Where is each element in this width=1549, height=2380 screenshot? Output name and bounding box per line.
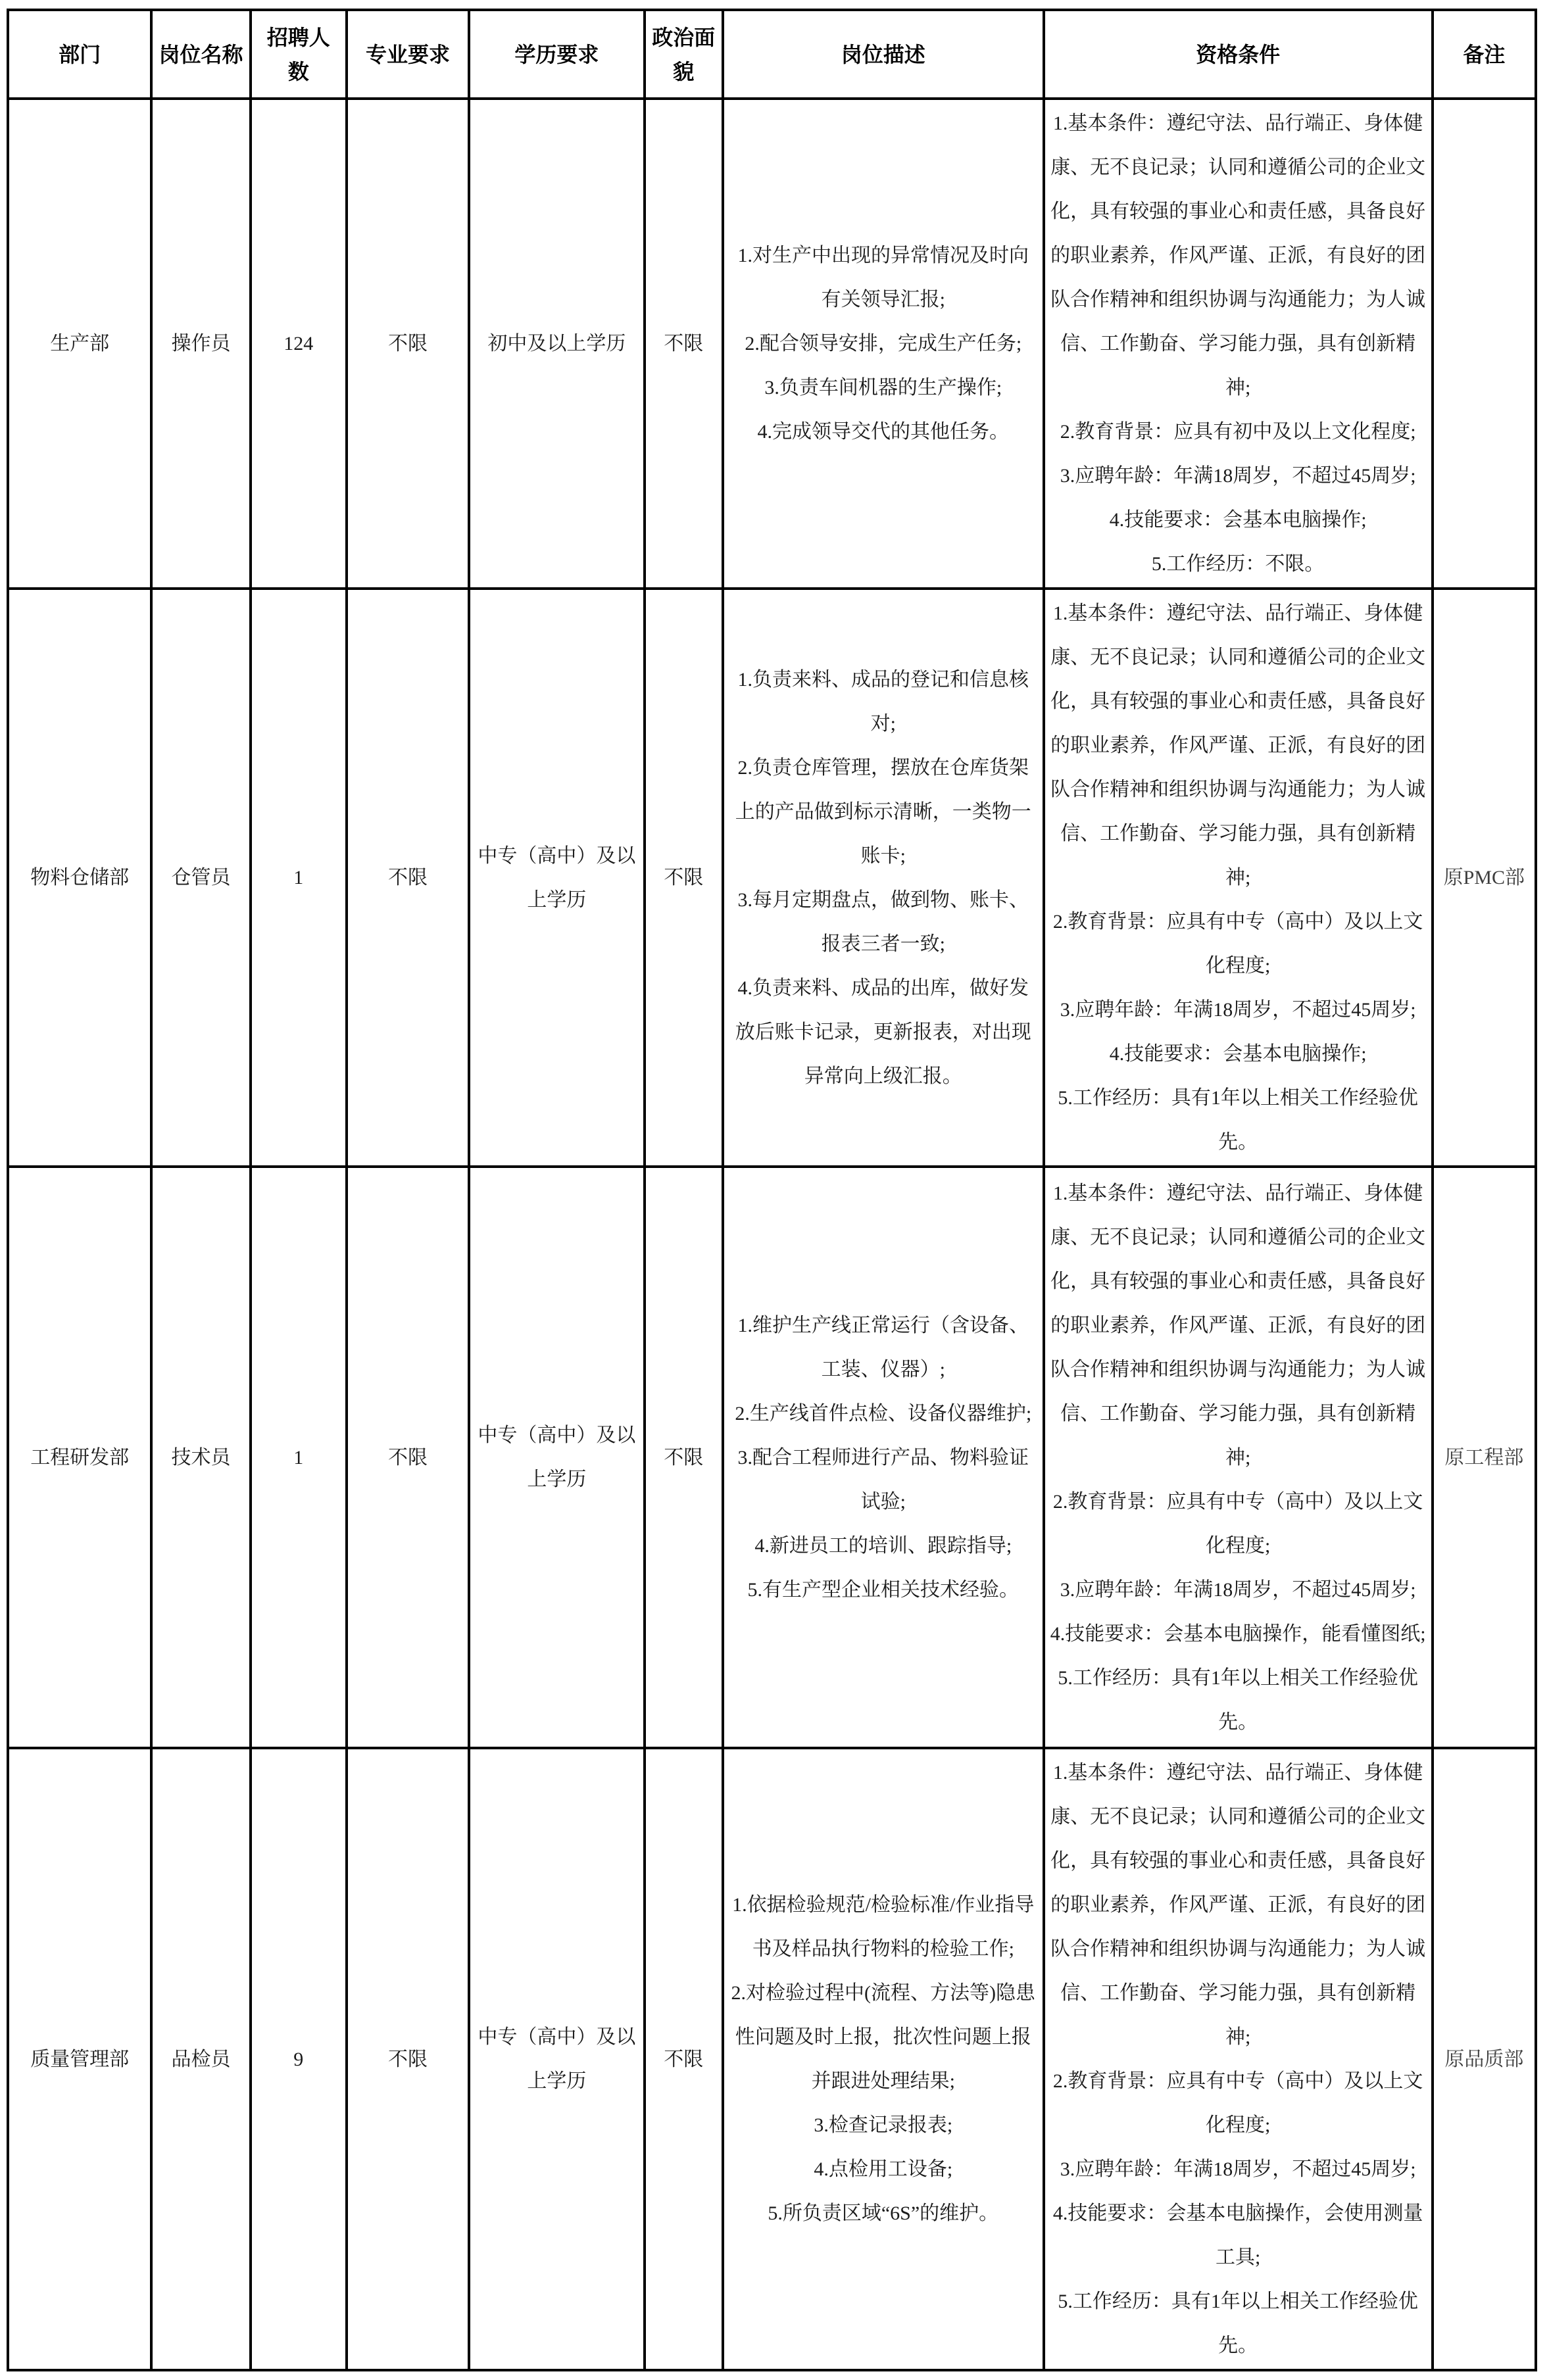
cell-position: 技术员 — [151, 1167, 250, 1748]
qualification-item: 5.工作经历：不限。 — [1151, 553, 1325, 575]
cell-department: 生产部 — [8, 99, 151, 589]
table-row — [8, 1748, 1536, 2370]
qualification-item: 3.应聘年龄：年满18周岁，不超过45周岁; — [1060, 999, 1416, 1021]
cell-department: 质量管理部 — [8, 1748, 151, 2370]
cell-political-status: 不限 — [645, 1167, 723, 1748]
col-header-department: 部门 — [8, 10, 151, 99]
cell-job-description — [723, 1167, 1044, 1748]
col-header-qualifications: 资格条件 — [1044, 10, 1433, 99]
qualification-item: 4.技能要求：会基本电脑操作，能看懂图纸; — [1050, 1622, 1426, 1645]
col-header-remark: 备注 — [1433, 10, 1536, 99]
job-duty-item: 4.新进员工的培训、跟踪指导; — [754, 1534, 1012, 1557]
job-duty-item: 4.完成领导交代的其他任务。 — [757, 421, 1009, 443]
qualification-item: 3.应聘年龄：年满18周岁，不超过45周岁; — [1060, 2158, 1416, 2180]
cell-qualifications — [1044, 99, 1433, 589]
col-header-political-status: 政治面貌 — [645, 10, 723, 99]
col-header-education: 学历要求 — [469, 10, 644, 99]
qualification-item: 3.应聘年龄：年满18周岁，不超过45周岁; — [1060, 465, 1416, 487]
qualification-item: 5.工作经历：具有1年以上相关工作经验优先。 — [1058, 1666, 1418, 1733]
col-header-position: 岗位名称 — [151, 10, 250, 99]
cell-political-status: 不限 — [645, 1748, 723, 2370]
job-duty-item: 2.生产线首件点检、设备仪器维护; — [735, 1402, 1032, 1424]
job-duty-item: 5.所负责区域“6S”的维护。 — [768, 2202, 999, 2224]
cell-education: 中专（高中）及以上学历 — [469, 1167, 644, 1748]
job-duty-item: 4.负责来料、成品的出库，做好发放后账卡记录，更新报表，对出现异常向上级汇报。 — [735, 977, 1031, 1087]
cell-major: 不限 — [347, 1167, 469, 1748]
recruitment-table — [7, 9, 1537, 2371]
cell-job-description — [723, 589, 1044, 1167]
cell-major: 不限 — [347, 1748, 469, 2370]
job-duty-item: 3.检查记录报表; — [814, 2114, 953, 2136]
table-row — [8, 1167, 1536, 1748]
cell-remark: 原工程部 — [1433, 1167, 1536, 1748]
cell-remark: 原品质部 — [1433, 1748, 1536, 2370]
cell-position: 品检员 — [151, 1748, 250, 2370]
cell-education: 中专（高中）及以上学历 — [469, 1748, 644, 2370]
qualification-item: 2.教育背景：应具有中专（高中）及以上文化程度; — [1052, 2070, 1423, 2136]
table-row — [8, 99, 1536, 589]
qualification-item: 1.基本条件：遵纪守法、品行端正、身体健康、无不良记录；认同和遵循公司的企业文化，具有较强的事业心和责任感，具备良好的职业素养，作风严谨、正派，有良好的团队合作精神和组织协调与沟通能力；为人诚信、工作勤奋、学习能力强，具有创新精神; — [1050, 1182, 1426, 1469]
header-row — [8, 10, 1536, 99]
cell-qualifications — [1044, 589, 1433, 1167]
cell-job-description — [723, 1748, 1044, 2370]
qualification-item: 4.技能要求：会基本电脑操作; — [1109, 509, 1367, 531]
cell-political-status: 不限 — [645, 99, 723, 589]
job-duty-item: 1.负责来料、成品的登记和信息核对; — [737, 668, 1029, 735]
cell-headcount: 9 — [251, 1748, 347, 2370]
job-duty-item: 4.点检用工设备; — [814, 2158, 953, 2180]
col-header-headcount: 招聘人数 — [251, 10, 347, 99]
table-row — [8, 589, 1536, 1167]
cell-job-description — [723, 99, 1044, 589]
qualification-item: 4.技能要求：会基本电脑操作; — [1109, 1043, 1367, 1065]
job-duty-item: 1.对生产中出现的异常情况及时向有关领导汇报; — [737, 245, 1029, 310]
qualification-item: 2.教育背景：应具有中专（高中）及以上文化程度; — [1052, 911, 1423, 977]
cell-headcount: 124 — [251, 99, 347, 589]
cell-remark: 原PMC部 — [1433, 589, 1536, 1167]
job-duty-item: 5.有生产型企业相关技术经验。 — [747, 1578, 1019, 1601]
cell-remark — [1433, 99, 1536, 589]
cell-major: 不限 — [347, 99, 469, 589]
cell-education: 中专（高中）及以上学历 — [469, 589, 644, 1167]
cell-major: 不限 — [347, 589, 469, 1167]
cell-position: 操作员 — [151, 99, 250, 589]
qualification-item: 4.技能要求：会基本电脑操作，会使用测量工具; — [1052, 2202, 1423, 2268]
job-duty-item: 3.配合工程师进行产品、物料验证试验; — [737, 1446, 1029, 1513]
cell-qualifications — [1044, 1167, 1433, 1748]
cell-qualifications — [1044, 1748, 1433, 2370]
cell-headcount: 1 — [251, 589, 347, 1167]
job-duty-item: 2.配合领导安排，完成生产任务; — [745, 333, 1022, 354]
job-duty-item: 2.对检验过程中(流程、方法等)隐患性问题及时上报，批次性问题上报并跟进处理结果; — [731, 1982, 1035, 2092]
cell-headcount: 1 — [251, 1167, 347, 1748]
qualification-item: 1.基本条件：遵纪守法、品行端正、身体健康、无不良记录；认同和遵循公司的企业文化，具有较强的事业心和责任感，具备良好的职业素养，作风严谨、正派，有良好的团队合作精神和组织协调与沟通能力；为人诚信、工作勤奋、学习能力强，具有创新精神; — [1050, 1762, 1426, 2048]
col-header-major: 专业要求 — [347, 10, 469, 99]
job-duty-item: 3.每月定期盘点，做到物、账卡、报表三者一致; — [737, 888, 1029, 955]
qualification-item: 2.教育背景：应具有中专（高中）及以上文化程度; — [1052, 1490, 1423, 1557]
cell-education: 初中及以上学历 — [469, 99, 644, 589]
qualification-item: 3.应聘年龄：年满18周岁，不超过45周岁; — [1060, 1578, 1416, 1601]
cell-political-status: 不限 — [645, 589, 723, 1167]
job-duty-item: 2.负责仓库管理，摆放在仓库货架上的产品做到标示清晰，一类物一账卡; — [735, 756, 1031, 867]
job-duty-item: 3.负责车间机器的生产操作; — [764, 377, 1002, 399]
qualification-item: 5.工作经历：具有1年以上相关工作经验优先。 — [1058, 1087, 1418, 1153]
qualification-item: 5.工作经历：具有1年以上相关工作经验优先。 — [1058, 2291, 1418, 2356]
qualification-item: 2.教育背景：应具有初中及以上文化程度; — [1060, 421, 1416, 443]
qualification-item: 1.基本条件：遵纪守法、品行端正、身体健康、无不良记录；认同和遵循公司的企业文化，具有较强的事业心和责任感，具备良好的职业素养，作风严谨、正派，有良好的团队合作精神和组织协调与沟通能力；为人诚信、工作勤奋、学习能力强，具有创新精神; — [1050, 112, 1426, 399]
cell-department: 工程研发部 — [8, 1167, 151, 1748]
job-duty-item: 1.依据检验规范/检验标准/作业指导书及样品执行物料的检验工作; — [732, 1894, 1035, 1960]
qualification-item: 1.基本条件：遵纪守法、品行端正、身体健康、无不良记录；认同和遵循公司的企业文化，具有较强的事业心和责任感，具备良好的职业素养，作风严谨、正派，有良好的团队合作精神和组织协调与沟通能力；为人诚信、工作勤奋、学习能力强，具有创新精神; — [1050, 602, 1426, 888]
col-header-job-description: 岗位描述 — [723, 10, 1044, 99]
job-duty-item: 1.维护生产线正常运行（含设备、工装、仪器）; — [737, 1314, 1029, 1380]
cell-department: 物料仓储部 — [8, 589, 151, 1167]
cell-position: 仓管员 — [151, 589, 250, 1167]
